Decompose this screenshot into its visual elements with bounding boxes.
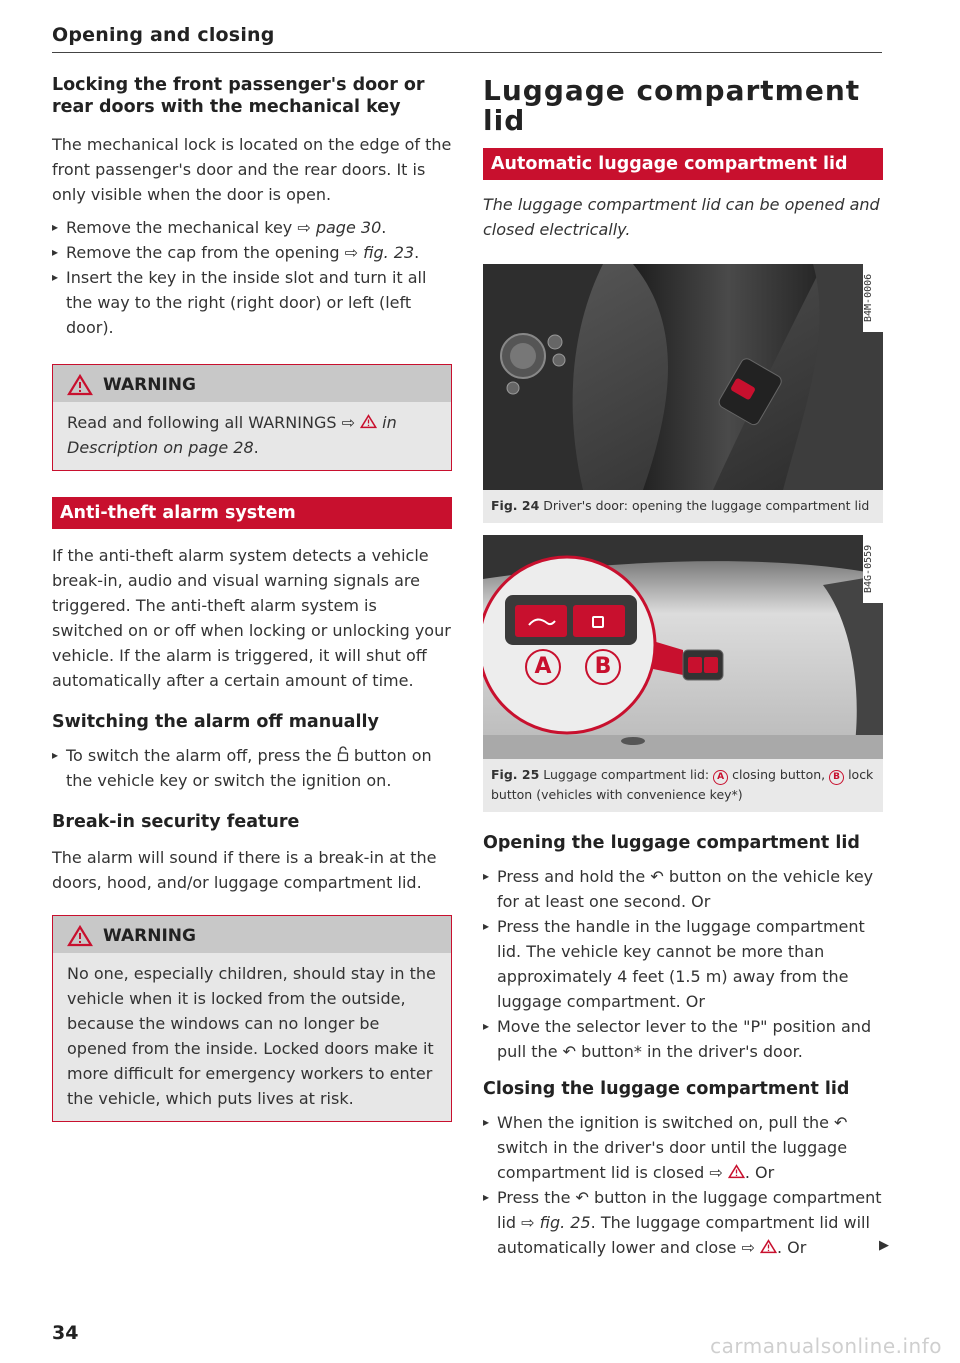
list-opening <box>483 864 883 1064</box>
bullet-text: button in the luggage compartment lid ⇨ <box>497 1188 882 1232</box>
intro-text: The luggage compartment lid can be opened and closed electrically. <box>483 195 880 239</box>
list-item: ▸ Press the handle in the luggage compartment lid. The vehicle key cannot be more than approximately 4 feet (1.5 m) away from the luggage compartment. Or <box>483 914 883 1014</box>
section-header: Opening and closing <box>52 24 275 46</box>
fig-ref-link[interactable]: fig. 25 <box>539 1213 591 1232</box>
chapter-title: Luggage compartment lid <box>483 74 861 137</box>
warning-triangle-icon <box>728 1164 745 1179</box>
figure-24 <box>483 264 883 523</box>
bullet-text: Move the selector lever to the "P" position and pull the <box>497 1017 872 1061</box>
bullet-end: . <box>414 243 420 262</box>
door-panel-illustration <box>483 264 883 490</box>
heading-break-in: Break-in security feature <box>52 812 300 832</box>
bullet-text: switch in the driver's door until the luggage compartment lid is closed ⇨ <box>497 1138 848 1182</box>
header-rule <box>52 52 882 53</box>
bullet-text: To switch the alarm off, press the <box>66 746 337 765</box>
caption-text: Driver's door: opening the luggage compartment lid <box>543 498 870 513</box>
right-column <box>483 74 889 1260</box>
list-item <box>483 1110 883 1185</box>
bullet-text-end: button on the vehicle key for at least one second. Or <box>497 867 874 911</box>
list-item <box>483 1185 889 1260</box>
figure-25-image <box>483 535 883 759</box>
trunk-icon: ↶ <box>834 1113 848 1132</box>
figure-24-image <box>483 264 883 490</box>
trunk-icon: ↶ <box>575 1188 589 1207</box>
unlock-icon <box>337 746 349 762</box>
fig-ref-link[interactable]: fig. 23 <box>363 243 415 262</box>
luggage-lid-illustration <box>483 535 883 759</box>
bullet-text-end: button* in the driver's door. <box>576 1042 803 1061</box>
warning-header <box>53 916 451 953</box>
heading-closing-lid: Closing the luggage compartment lid <box>483 1079 850 1099</box>
heading-mechanical-key: Locking the front passenger's door or rear doors with the mechanical key <box>52 75 425 117</box>
trunk-icon: ↶ <box>562 1042 577 1061</box>
para-break-in: The alarm will sound if there is a break-in at the doors, hood, and/or luggage compartment lid. <box>52 848 437 892</box>
warning-triangle-icon <box>360 414 377 429</box>
list-item <box>52 215 452 240</box>
description-ref-link[interactable]: in Description on page 28 <box>67 413 397 457</box>
para-anti-theft: If the anti-theft alarm system detects a vehicle break-in, audio and visual warning signals are triggered. The anti-theft alarm system is switched on or off when locking or unlocking your vehicle. If the alarm is triggered, it will shut off automatically after a certain amount of time. <box>52 546 451 690</box>
bullet-text: Remove the cap from the opening ⇨ <box>66 243 364 262</box>
list-item: ▸ Insert the key in the inside slot and turn it all the way to the right (right door) or left (left door). <box>52 265 452 340</box>
callout-a-inline: A <box>713 770 728 785</box>
list-item <box>52 743 452 793</box>
figure-label: Fig. 25 <box>491 767 540 782</box>
figure-24-caption <box>483 490 883 523</box>
warning-body: No one, especially children, should stay in the vehicle when it is locked from the outside, because the windows can no longer be opened from the inside. Locked doors make it more difficult for emergency workers to enter the vehicle, which puts lives at risk. <box>67 964 436 1108</box>
figure-24-code: B4M-0006 <box>863 264 883 332</box>
caption-text: closing button, <box>728 767 830 782</box>
list-mechanical-key <box>52 215 452 340</box>
callout-b-inline: B <box>829 770 844 785</box>
heading-alarm-off: Switching the alarm off manually <box>52 712 379 732</box>
warning-title: WARNING <box>103 375 196 395</box>
page-ref-link[interactable]: page 30 <box>315 218 382 237</box>
callout-b: B <box>585 649 621 685</box>
warning-header <box>53 365 451 402</box>
list-item <box>52 240 452 265</box>
bullet-text: Press the <box>497 1188 576 1207</box>
callout-a: A <box>525 649 561 685</box>
warning-triangle-icon <box>760 1239 777 1254</box>
para-mechanical-lock: The mechanical lock is located on the edge of the front passenger's door and the rear doors. It is only visible when the door is open. <box>52 135 452 204</box>
warning-box <box>52 364 452 471</box>
bullet-text-end: . Or <box>744 1163 775 1182</box>
list-item <box>483 1014 883 1064</box>
left-column <box>52 74 452 1122</box>
continue-arrow-icon: ▶ <box>879 1238 889 1253</box>
figure-25-code: B4G-0559 <box>863 535 883 603</box>
bullet-text: Press and hold the <box>497 867 651 886</box>
list-closing <box>483 1110 889 1260</box>
page-number: 34 <box>52 1322 79 1344</box>
caption-text: Luggage compartment lid: <box>543 767 714 782</box>
figure-label: Fig. 24 <box>491 498 540 513</box>
warning-title: WARNING <box>103 926 196 946</box>
figure-25 <box>483 535 883 812</box>
warning-end: . <box>253 438 259 457</box>
figure-25-caption <box>483 759 883 812</box>
list-item <box>483 864 883 914</box>
bullet-text-end: . Or <box>776 1238 807 1257</box>
warning-triangle-icon <box>67 374 93 396</box>
caption-text: lock button (vehicles with convenience key*) <box>491 767 874 802</box>
watermark: carmanualsonline.info <box>710 1334 942 1358</box>
warning-box <box>52 915 452 1122</box>
section-bar-automatic-lid: Automatic luggage compartment lid <box>483 148 883 180</box>
warning-triangle-icon <box>67 925 93 947</box>
list-alarm-off <box>52 743 452 793</box>
bullet-text: . The luggage compartment lid will automatically lower and close ⇨ <box>497 1213 870 1257</box>
bullet-text-end: button on the vehicle key or switch the ignition on. <box>66 746 432 790</box>
heading-opening-lid: Opening the luggage compartment lid <box>483 833 860 853</box>
warning-text: Read and following all WARNINGS ⇨ <box>67 413 361 432</box>
warning-body <box>53 402 451 470</box>
section-bar-anti-theft: Anti-theft alarm system <box>52 497 452 529</box>
trunk-icon: ↶ <box>650 867 664 886</box>
bullet-end: . <box>381 218 387 237</box>
bullet-text: When the ignition is switched on, pull the <box>497 1113 835 1132</box>
bullet-text: Remove the mechanical key ⇨ <box>66 218 316 237</box>
